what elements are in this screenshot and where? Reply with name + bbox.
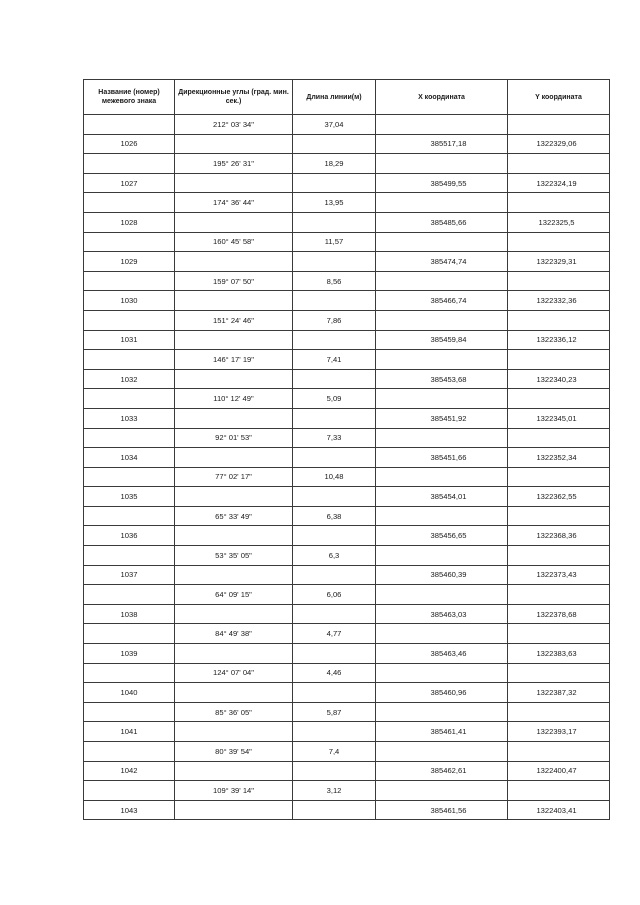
point-row [84, 722, 610, 742]
empty-cell [84, 310, 175, 330]
y-coordinate-cell: 1322324,19 [508, 173, 610, 193]
segment-row [84, 506, 610, 526]
segment-row [84, 585, 610, 605]
direction-angle-cell: 64° 09' 15" [175, 585, 293, 605]
empty-cell [175, 291, 293, 311]
document-page [83, 79, 609, 820]
empty-cell [175, 134, 293, 154]
empty-cell [376, 781, 508, 801]
direction-angle-cell: 212° 03' 34" [175, 115, 293, 135]
empty-cell [508, 193, 610, 213]
empty-cell [293, 565, 376, 585]
empty-cell [175, 761, 293, 781]
x-coordinate-cell: 385456,65 [376, 526, 508, 546]
header-y: Y координата [508, 80, 610, 115]
point-row [84, 173, 610, 193]
empty-cell [508, 232, 610, 252]
line-length-cell: 18,29 [293, 154, 376, 174]
line-length-cell: 11,57 [293, 232, 376, 252]
direction-angle-cell: 146° 17' 19" [175, 350, 293, 370]
empty-cell [508, 154, 610, 174]
point-name-cell: 1037 [84, 565, 175, 585]
y-coordinate-cell: 1322325,5 [508, 212, 610, 232]
segment-row [84, 232, 610, 252]
empty-cell [175, 644, 293, 664]
y-coordinate-cell: 1322368,36 [508, 526, 610, 546]
segment-row [84, 742, 610, 762]
empty-cell [175, 173, 293, 193]
y-coordinate-cell: 1322332,36 [508, 291, 610, 311]
empty-cell [175, 330, 293, 350]
point-row [84, 604, 610, 624]
point-row [84, 800, 610, 820]
empty-cell [508, 624, 610, 644]
point-name-cell: 1042 [84, 761, 175, 781]
empty-cell [175, 448, 293, 468]
segment-row [84, 428, 610, 448]
x-coordinate-cell: 385517,18 [376, 134, 508, 154]
point-row [84, 644, 610, 664]
direction-angle-cell: 85° 36' 05" [175, 702, 293, 722]
header-name: Название (номер) межевого знака [84, 80, 175, 115]
y-coordinate-cell: 1322400,47 [508, 761, 610, 781]
empty-cell [84, 663, 175, 683]
direction-angle-cell: 84° 49' 38" [175, 624, 293, 644]
empty-cell [508, 506, 610, 526]
empty-cell [84, 585, 175, 605]
segment-row [84, 350, 610, 370]
empty-cell [175, 526, 293, 546]
empty-cell [293, 330, 376, 350]
point-name-cell: 1040 [84, 683, 175, 703]
point-name-cell: 1027 [84, 173, 175, 193]
empty-cell [293, 800, 376, 820]
direction-angle-cell: 53° 35' 05" [175, 546, 293, 566]
x-coordinate-cell: 385459,84 [376, 330, 508, 350]
x-coordinate-cell: 385454,01 [376, 487, 508, 507]
empty-cell [293, 487, 376, 507]
empty-cell [376, 742, 508, 762]
empty-cell [376, 428, 508, 448]
segment-row [84, 546, 610, 566]
empty-cell [84, 546, 175, 566]
point-row [84, 565, 610, 585]
segment-row [84, 193, 610, 213]
x-coordinate-cell: 385463,03 [376, 604, 508, 624]
empty-cell [376, 506, 508, 526]
empty-cell [508, 467, 610, 487]
point-row [84, 134, 610, 154]
empty-cell [376, 154, 508, 174]
empty-cell [175, 252, 293, 272]
empty-cell [293, 604, 376, 624]
empty-cell [376, 702, 508, 722]
point-name-cell: 1030 [84, 291, 175, 311]
x-coordinate-cell: 385451,92 [376, 408, 508, 428]
segment-row [84, 702, 610, 722]
empty-cell [293, 369, 376, 389]
empty-cell [293, 761, 376, 781]
point-name-cell: 1035 [84, 487, 175, 507]
empty-cell [376, 624, 508, 644]
empty-cell [508, 310, 610, 330]
point-name-cell: 1029 [84, 252, 175, 272]
empty-cell [376, 546, 508, 566]
empty-cell [84, 624, 175, 644]
empty-cell [84, 428, 175, 448]
empty-cell [293, 722, 376, 742]
point-row [84, 330, 610, 350]
direction-angle-cell: 92° 01' 53" [175, 428, 293, 448]
direction-angle-cell: 159° 07' 50" [175, 271, 293, 291]
segment-row [84, 154, 610, 174]
empty-cell [293, 252, 376, 272]
segment-row [84, 467, 610, 487]
x-coordinate-cell: 385460,96 [376, 683, 508, 703]
line-length-cell: 6,38 [293, 506, 376, 526]
empty-cell [175, 565, 293, 585]
x-coordinate-cell: 385461,56 [376, 800, 508, 820]
y-coordinate-cell: 1322383,63 [508, 644, 610, 664]
empty-cell [84, 781, 175, 801]
empty-cell [293, 173, 376, 193]
empty-cell [84, 389, 175, 409]
header-angles: Дирекционные углы (град. мин. сек.) [175, 80, 293, 115]
empty-cell [376, 663, 508, 683]
empty-cell [376, 232, 508, 252]
direction-angle-cell: 124° 07' 04" [175, 663, 293, 683]
point-name-cell: 1041 [84, 722, 175, 742]
x-coordinate-cell: 385453,68 [376, 369, 508, 389]
empty-cell [293, 291, 376, 311]
point-row [84, 369, 610, 389]
x-coordinate-cell: 385451,66 [376, 448, 508, 468]
empty-cell [293, 134, 376, 154]
segment-row [84, 624, 610, 644]
empty-cell [84, 154, 175, 174]
x-coordinate-cell: 385466,74 [376, 291, 508, 311]
empty-cell [293, 408, 376, 428]
empty-cell [508, 546, 610, 566]
y-coordinate-cell: 1322336,12 [508, 330, 610, 350]
y-coordinate-cell: 1322340,23 [508, 369, 610, 389]
empty-cell [508, 115, 610, 135]
line-length-cell: 7,41 [293, 350, 376, 370]
empty-cell [84, 702, 175, 722]
direction-angle-cell: 77° 02' 17" [175, 467, 293, 487]
y-coordinate-cell: 1322352,34 [508, 448, 610, 468]
point-row [84, 683, 610, 703]
line-length-cell: 4,46 [293, 663, 376, 683]
point-row [84, 761, 610, 781]
segment-row [84, 389, 610, 409]
line-length-cell: 37,04 [293, 115, 376, 135]
empty-cell [508, 781, 610, 801]
point-row [84, 252, 610, 272]
direction-angle-cell: 160° 45' 58" [175, 232, 293, 252]
direction-angle-cell: 80° 39' 54" [175, 742, 293, 762]
y-coordinate-cell: 1322362,55 [508, 487, 610, 507]
empty-cell [84, 350, 175, 370]
y-coordinate-cell: 1322345,01 [508, 408, 610, 428]
segment-row [84, 271, 610, 291]
boundary-coordinates-table [83, 79, 610, 820]
empty-cell [508, 702, 610, 722]
point-row [84, 291, 610, 311]
empty-cell [84, 467, 175, 487]
empty-cell [84, 115, 175, 135]
point-name-cell: 1026 [84, 134, 175, 154]
point-row [84, 487, 610, 507]
header-length: Длина линии(м) [293, 80, 376, 115]
point-row [84, 212, 610, 232]
line-length-cell: 4,77 [293, 624, 376, 644]
empty-cell [293, 526, 376, 546]
empty-cell [175, 722, 293, 742]
direction-angle-cell: 65° 33' 49" [175, 506, 293, 526]
empty-cell [508, 271, 610, 291]
empty-cell [376, 467, 508, 487]
y-coordinate-cell: 1322373,43 [508, 565, 610, 585]
empty-cell [175, 683, 293, 703]
line-length-cell: 6,06 [293, 585, 376, 605]
line-length-cell: 5,09 [293, 389, 376, 409]
empty-cell [376, 193, 508, 213]
line-length-cell: 7,4 [293, 742, 376, 762]
line-length-cell: 5,87 [293, 702, 376, 722]
x-coordinate-cell: 385499,55 [376, 173, 508, 193]
header-x: X координата [376, 80, 508, 115]
empty-cell [84, 271, 175, 291]
point-name-cell: 1039 [84, 644, 175, 664]
line-length-cell: 7,33 [293, 428, 376, 448]
empty-cell [508, 350, 610, 370]
y-coordinate-cell: 1322393,17 [508, 722, 610, 742]
empty-cell [508, 389, 610, 409]
point-name-cell: 1033 [84, 408, 175, 428]
segment-row [84, 310, 610, 330]
empty-cell [376, 310, 508, 330]
x-coordinate-cell: 385460,39 [376, 565, 508, 585]
y-coordinate-cell: 1322378,68 [508, 604, 610, 624]
empty-cell [376, 585, 508, 605]
x-coordinate-cell: 385485,66 [376, 212, 508, 232]
point-name-cell: 1043 [84, 800, 175, 820]
line-length-cell: 3,12 [293, 781, 376, 801]
segment-row [84, 115, 610, 135]
point-row [84, 526, 610, 546]
empty-cell [84, 742, 175, 762]
empty-cell [376, 350, 508, 370]
direction-angle-cell: 151° 24' 46" [175, 310, 293, 330]
direction-angle-cell: 110° 12' 49" [175, 389, 293, 409]
empty-cell [293, 683, 376, 703]
empty-cell [175, 408, 293, 428]
x-coordinate-cell: 385463,46 [376, 644, 508, 664]
empty-cell [84, 506, 175, 526]
x-coordinate-cell: 385462,61 [376, 761, 508, 781]
point-row [84, 408, 610, 428]
x-coordinate-cell: 385461,41 [376, 722, 508, 742]
line-length-cell: 6,3 [293, 546, 376, 566]
empty-cell [293, 644, 376, 664]
segment-row [84, 663, 610, 683]
empty-cell [376, 271, 508, 291]
segment-row [84, 781, 610, 801]
point-name-cell: 1038 [84, 604, 175, 624]
empty-cell [293, 448, 376, 468]
empty-cell [508, 742, 610, 762]
line-length-cell: 10,48 [293, 467, 376, 487]
point-name-cell: 1028 [84, 212, 175, 232]
empty-cell [175, 212, 293, 232]
line-length-cell: 13,95 [293, 193, 376, 213]
direction-angle-cell: 195° 26' 31" [175, 154, 293, 174]
point-name-cell: 1031 [84, 330, 175, 350]
y-coordinate-cell: 1322387,32 [508, 683, 610, 703]
line-length-cell: 7,86 [293, 310, 376, 330]
empty-cell [84, 232, 175, 252]
point-name-cell: 1036 [84, 526, 175, 546]
point-name-cell: 1034 [84, 448, 175, 468]
empty-cell [175, 369, 293, 389]
table-header-row [84, 80, 610, 115]
point-row [84, 448, 610, 468]
empty-cell [376, 115, 508, 135]
empty-cell [175, 604, 293, 624]
point-name-cell: 1032 [84, 369, 175, 389]
empty-cell [508, 585, 610, 605]
empty-cell [293, 212, 376, 232]
empty-cell [175, 487, 293, 507]
y-coordinate-cell: 1322329,31 [508, 252, 610, 272]
empty-cell [508, 428, 610, 448]
empty-cell [175, 800, 293, 820]
direction-angle-cell: 174° 36' 44" [175, 193, 293, 213]
empty-cell [376, 389, 508, 409]
x-coordinate-cell: 385474,74 [376, 252, 508, 272]
direction-angle-cell: 109° 39' 14" [175, 781, 293, 801]
line-length-cell: 8,56 [293, 271, 376, 291]
table-body [84, 115, 610, 820]
empty-cell [508, 663, 610, 683]
y-coordinate-cell: 1322403,41 [508, 800, 610, 820]
y-coordinate-cell: 1322329,06 [508, 134, 610, 154]
empty-cell [84, 193, 175, 213]
